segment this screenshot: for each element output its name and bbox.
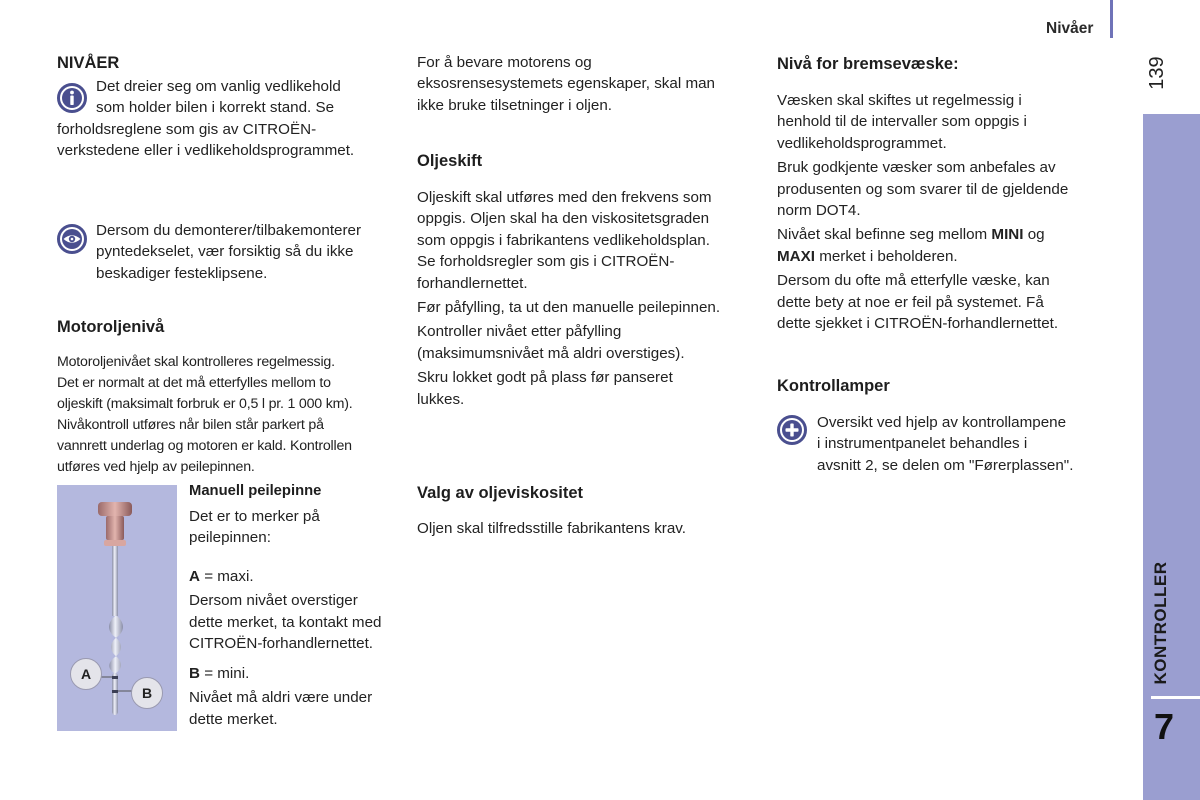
text-line: Det er normalt at det må etterfylles mellom to [57, 375, 331, 392]
text-line: pyntedekselet, vær forsiktig så du ikke [96, 243, 354, 261]
info-note-indented [96, 76, 341, 119]
text-line: Oljeskift skal utføres med den frekvens som [417, 189, 712, 206]
mini-key: B [189, 665, 200, 682]
text-line: oppgis. Oljen skal ha den viskositetsgraden [417, 210, 710, 228]
maxi-value: = maxi. [199, 568, 254, 585]
text-line: produsenten og som svarer til de gjeldende [777, 180, 1069, 198]
header-rule [1110, 0, 1113, 38]
text-line: ikke bruke tilsetninger i oljen. [417, 96, 613, 114]
oil-level-heading: Motoroljenivå [57, 318, 165, 336]
additives-note [417, 52, 715, 116]
text-line: dette merket. [189, 710, 278, 728]
text-line: (maksimumsnivået må aldri overstiges). [417, 344, 685, 362]
dipstick-label-b: B [131, 677, 163, 709]
level-maxi: MAXI [777, 247, 815, 265]
maxi-definition [189, 566, 381, 587]
plus-icon [777, 415, 807, 450]
text-line: Oversikt ved hjelp av kontrollampene [817, 414, 1067, 431]
level-line [777, 246, 1068, 267]
text-line: henhold til de intervaller som oppgis i [777, 113, 1027, 131]
oil-change-heading: Oljeskift [417, 152, 483, 170]
text-line: dette merket, ta kontakt med [189, 613, 382, 631]
text-line: i instrumentpanelet behandles i [817, 435, 1028, 453]
chapter-label-text: KONTROLLER [1151, 561, 1170, 685]
brake-fluid-heading: Nivå for bremsevæske: [777, 55, 959, 73]
text-line: Skru lokket godt på plass før panseret [417, 369, 673, 387]
viscosity-heading: Valg av oljeviskositet [417, 484, 583, 502]
page-number-text: 139 [1146, 56, 1168, 90]
eye-note [96, 220, 361, 284]
oil-change-text [417, 187, 720, 410]
text-line: vedlikeholdsprogrammet. [777, 134, 947, 152]
text-line: eksosrensesystemets egenskaper, skal man [417, 75, 715, 93]
chapter-rule [1151, 696, 1200, 699]
oil-level-text [57, 352, 353, 479]
level-post: merket i beholderen. [814, 247, 958, 265]
text-line: dette sjekket i CITROËN-forhandlernettet. [777, 315, 1059, 333]
text-line: som oppgis i fabrikantens vedlikeholdsplan. [417, 231, 710, 249]
text-line: verkstedene eller i vedlikeholdsprogrammet. [57, 142, 355, 160]
text-line: norm DOT4. [777, 202, 861, 220]
warning-lamps-text [817, 412, 1073, 476]
dipstick-label-a: A [70, 658, 102, 690]
info-icon [57, 83, 87, 118]
level-pre: Nivået skal befinne seg mellom [777, 226, 992, 244]
chapter-label [1144, 560, 1178, 686]
text-line: Væsken skal skiftes ut regelmessig i [777, 92, 1022, 109]
section-title: Nivåer [1046, 20, 1094, 37]
text-line: Motoroljenivået skal kontrolleres regelmessig. [57, 354, 335, 370]
text-line: Dersom du ofte må etterfylle væske, kan [777, 272, 1050, 290]
viscosity-text: Oljen skal tilfredsstille fabrikantens krav. [417, 520, 686, 537]
text-line: peilepinnen: [189, 529, 271, 547]
text-line: Nivået må aldri være under [189, 689, 373, 707]
text-line: beskadiger festeklipsene. [96, 264, 268, 282]
chapter-number: 7 [1154, 706, 1175, 747]
mini-definition [189, 663, 372, 684]
text-line: Dersom nivået overstiger [189, 592, 358, 610]
text-line: utføres ved hjelp av peilepinnen. [57, 459, 255, 476]
text-line: avsnitt 2, se delen om "Førerplassen". [817, 456, 1074, 474]
text-line: Det dreier seg om vanlig vedlikehold [96, 78, 341, 95]
warning-lamps-heading: Kontrollamper [777, 377, 890, 395]
level-line [777, 224, 1068, 245]
text-line: For å bevare motorens og [417, 54, 592, 71]
text-line: dette bety at noe er feil på systemet. Få [777, 293, 1044, 311]
level-mid: og [1023, 226, 1045, 244]
page-number [1138, 52, 1176, 94]
text-line: vannrett underlag og motoren er kald. Kontrollen [57, 438, 352, 455]
dipstick-maxi [189, 566, 381, 655]
eye-icon [57, 224, 87, 259]
text-line: forholdsreglene som gis av CITROËN- [57, 121, 317, 138]
text-line: oljeskift (maksimalt forbruk er 0,5 l pr. 1 000 km). [57, 396, 353, 413]
dipstick-heading: Manuell peilepinne [189, 483, 322, 499]
brake-fluid-text [777, 90, 1068, 334]
dipstick-intro [189, 506, 320, 549]
text-line: Nivåkontroll utføres når bilen står parkert på [57, 417, 324, 434]
text-line: Se forholdsregler som gis i CITROËN- [417, 253, 675, 271]
maxi-key: A [189, 568, 200, 585]
text-line: forhandlernettet. [417, 274, 528, 292]
text-line: Før påfylling, ta ut den manuelle peilepinnen. [417, 299, 721, 317]
text-line: Det er to merker på [189, 508, 320, 525]
mini-value: = mini. [199, 665, 250, 682]
page-title: NIVÅER [57, 54, 120, 72]
text-line: Kontroller nivået etter påfylling [417, 323, 622, 341]
info-note [57, 119, 354, 162]
text-line: lukkes. [417, 390, 465, 408]
text-line: CITROËN-forhandlernettet. [189, 635, 374, 653]
level-mini: MINI [991, 226, 1024, 244]
dipstick-mini [189, 663, 372, 730]
text-line: som holder bilen i korrekt stand. Se [96, 99, 335, 117]
text-line: Bruk godkjente væsker som anbefales av [777, 159, 1056, 177]
text-line: Dersom du demonterer/tilbakemonterer [96, 222, 362, 239]
